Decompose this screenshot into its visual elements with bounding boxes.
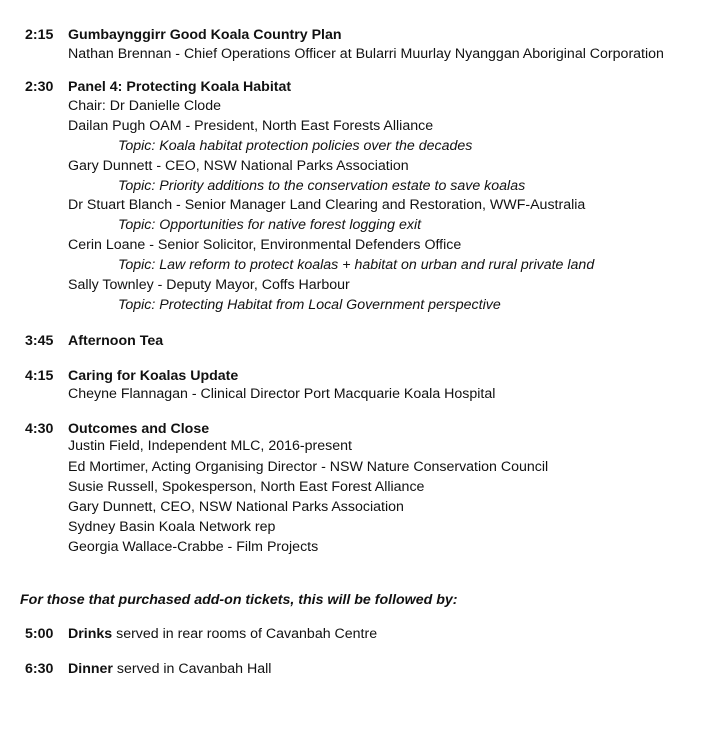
addon-time: 5:00 [25,626,54,642]
session-title: Panel 4: Protecting Koala Habitat [68,79,292,95]
speaker-line: Cerin Loane - Senior Solicitor, Environmental Defenders Office [68,237,462,253]
speaker-line: Cheyne Flannagan - Clinical Director Port Macquarie Koala Hospital [68,386,496,402]
speaker-line: Dailan Pugh OAM - President, North East Forests Alliance [68,118,434,134]
speaker-line: Gary Dunnett - CEO, NSW National Parks Association [68,158,409,174]
session-title: Outcomes and Close [68,421,210,437]
session-time: 2:15 [25,27,54,43]
topic-line: Topic: Priority additions to the conservation estate to save koalas [118,178,526,194]
topic-line: Topic: Opportunities for native forest logging exit [118,217,422,233]
speaker-line: Georgia Wallace-Crabbe - Film Projects [68,539,319,555]
speaker-line: Sally Townley - Deputy Mayor, Coffs Harbour [68,277,350,293]
addon-time: 6:30 [25,661,54,677]
speaker-line: Susie Russell, Spokesperson, North East Forest Alliance [68,479,425,495]
speaker-line: Gary Dunnett, CEO, NSW National Parks Association [68,499,404,515]
topic-line: Topic: Law reform to protect koalas + habitat on urban and rural private land [118,257,595,273]
topic-line: Topic: Protecting Habitat from Local Government perspective [118,297,501,313]
session-title: Gumbaynggirr Good Koala Country Plan [68,27,342,43]
session-time: 3:45 [25,333,54,349]
addon-line [68,624,377,644]
addon-detail: served in Cavanbah Hall [112,661,272,677]
speaker-line: Chair: Dr Danielle Clode [68,98,221,114]
addon-item: Drinks [68,626,113,642]
speaker-line: Dr Stuart Blanch - Senior Manager Land Clearing and Restoration, WWF-Australia [68,197,586,213]
addon-item: Dinner [68,661,113,677]
topic-line: Topic: Koala habitat protection policies over the decades [118,138,473,154]
session-time: 4:30 [25,421,54,437]
speaker-line: Justin Field, Independent MLC, 2016-present [68,438,352,454]
addon-line [68,659,271,679]
speaker-line: Ed Mortimer, Acting Organising Director - NSW Nature Conservation Council [68,459,549,475]
session-title: Caring for Koalas Update [68,368,239,384]
session-title: Afternoon Tea [68,333,164,349]
addon-note: For those that purchased add-on tickets, this will be followed by: [20,592,458,608]
session-time: 4:15 [25,368,54,384]
addon-detail: served in rear rooms of Cavanbah Centre [112,626,378,642]
speaker-line: Nathan Brennan - Chief Operations Officer at Bularri Muurlay Nyanggan Aboriginal Corporation [68,46,664,62]
speaker-line: Sydney Basin Koala Network rep [68,519,276,535]
session-time: 2:30 [25,79,54,95]
